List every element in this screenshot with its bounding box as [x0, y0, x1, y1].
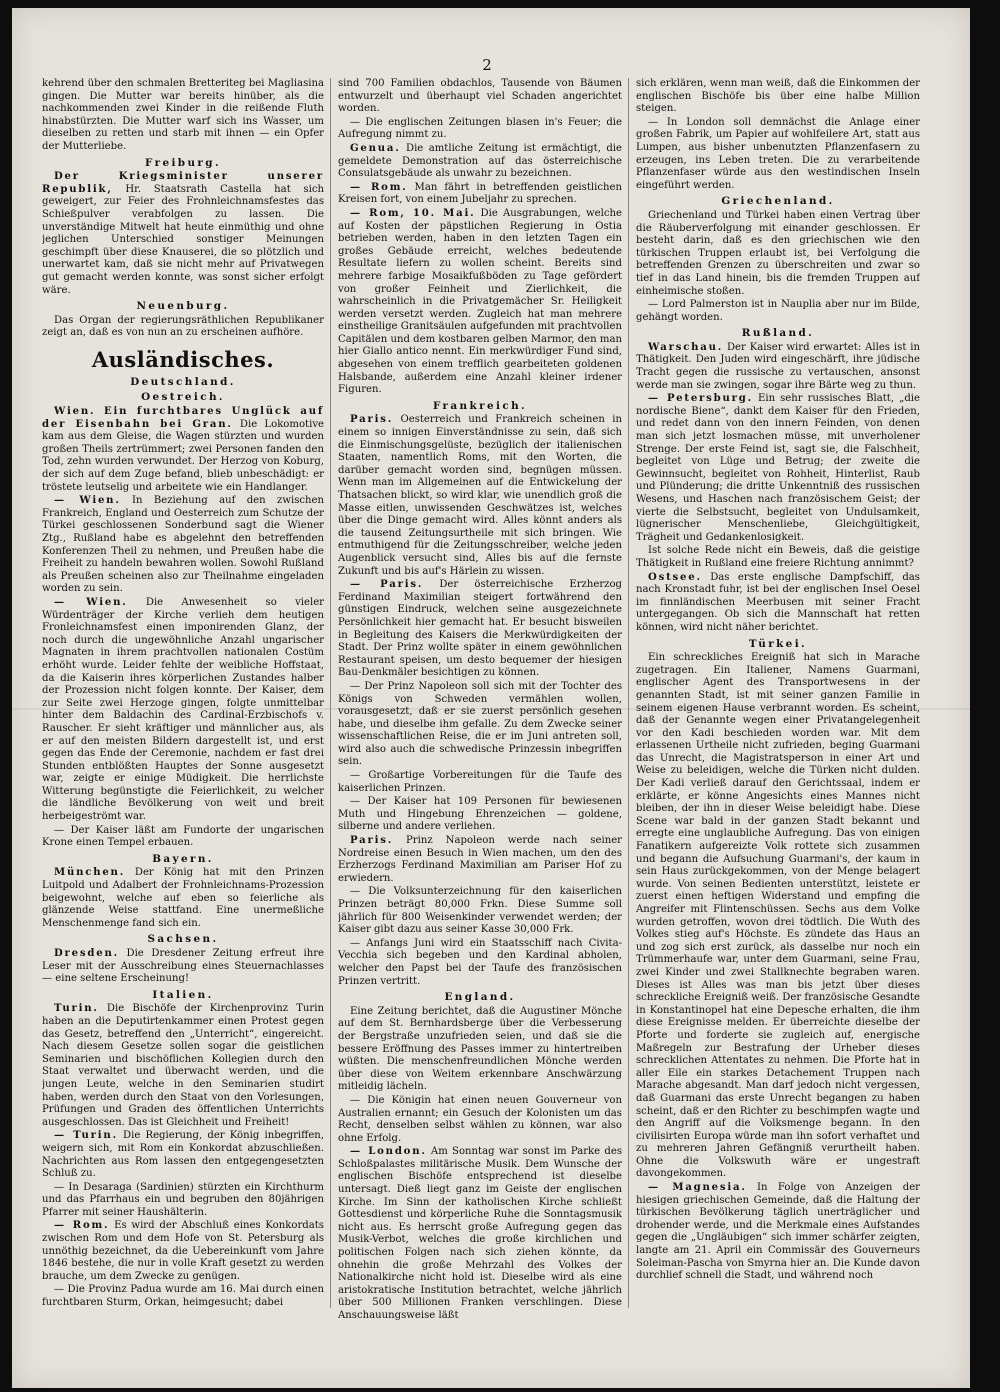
article-text: Griechenland und Türkei haben einen Vertrag über die Räuberverfolgung mit einander geschlossen. Er besteht darin, daß es den griechischen wie den türkischen Truppen erlaubt ist, bei Verfolgung die betreffenden Grenzen zu überschreiten und zwar so tief in das Land hinein, bis die fremden Truppen auf einheimische stoßen.	[636, 209, 920, 297]
article-text: Hr. Staatsrath Castella hat sich geweigert, zur Feier des Frohnleichnamsfestes das Schießpulver verabfolgen zu lassen. Die unverständige Mitwelt hat heute einmüthig und ohne jeglichen Unterschied sonstiger Meinungen geschimpft über diese Knauserei, die so plötzlich und unerwartet kam, daß sie nicht mehr auf Privatwegen gut gemacht werden konnte, was sonst sicher erfolgt wäre.	[42, 183, 324, 296]
article-paragraph	[42, 1003, 324, 1129]
article-paragraph	[42, 1130, 324, 1180]
page-number: 2	[482, 56, 492, 74]
article-text: In Beziehung auf den zwischen Frankreich, England und Oesterreich zum Schutze der Türkei geschlossenen Sonderbund sagt die Wiener Ztg., Rußland habe es abgelehnt den betreffenden Konferenzen Theil zu nehmen, und Preußen habe die Freiheit zu handeln bewahren wollen. Sowohl Rußland als Preußen scheinen also zur Theilnahme eingeladen worden zu sein.	[42, 495, 324, 595]
article-paragraph	[338, 886, 622, 936]
article-paragraph	[338, 579, 622, 680]
article-text: Eine Zeitung berichtet, daß die Augustiner Mönche auf dem St. Bernhardsberge über die Verbesserung der Bergstraße unzufrieden seien, und daß sie die bessere Eröffnung des Passes immer zu hintertreiben wüßten. Die menschenfreundlichen Mönche werden über diese von Weitem erkennbare Anschwärzung mitleidig lächeln.	[338, 1005, 622, 1093]
article-paragraph	[42, 948, 324, 986]
article-paragraph	[338, 681, 622, 769]
article-text: Die amtliche Zeitung ist ermächtigt, die gemeldete Demonstration auf das österreichische Consulatsgebäude als unwahr zu bezeichnen.	[338, 142, 622, 180]
article-text: Die Dresdener Zeitung erfreut ihre Leser mit der Ausschreibung eines Steuernachlasses — eine seltene Erscheinung!	[42, 948, 324, 985]
article-dateline: Paris.	[350, 414, 394, 426]
article-text: — Anfangs Juni wird ein Staatsschiff nach Civita-Vecchia sich begeben und den Kardinal abholen, welcher den Papst bei der Taufe des französischen Prinzen vertritt.	[338, 937, 622, 987]
column-rule	[628, 78, 629, 1308]
article-dateline: Genua.	[350, 142, 401, 154]
article-paragraph	[338, 78, 622, 116]
article-text: Der österreichische Erzherzog Ferdinand Maximilian steigert fortwährend den günstigen Eindruck, welchen seine ausgezeichnete Persönlichkeit hier gemacht hat. Er besucht bisweilen in Begleitung des Kaisers die Merkwürdigkeiten der Stadt. Der Prinz wollte später in einem gewöhnlichen Restaurant speisen, um desto bequemer der hiesigen Bau-Denkmäler besichtigen zu können.	[338, 579, 622, 679]
main-section-title: Ausländisches.	[91, 346, 275, 372]
article-dateline: Wien. Ein furchtbares Unglück auf der Eisenbahn bei Gran.	[42, 406, 324, 430]
article-dateline: — Turin.	[54, 1130, 118, 1142]
article-text: — Der Kaiser hat 109 Personen für bewiesenen Muth und Hingebung Ehrenzeichen — goldene, silberne und andere verliehen.	[338, 796, 622, 833]
article-paragraph	[42, 406, 324, 494]
article-paragraph	[42, 171, 324, 297]
article-paragraph	[338, 182, 622, 207]
article-dateline: — Petersburg.	[648, 393, 753, 405]
article-dateline: Ostsee.	[648, 571, 702, 583]
article-dateline: — London.	[350, 1146, 427, 1158]
section-heading: Oestreich.	[141, 391, 225, 404]
article-text: — Die Provinz Padua wurde am 16. Mai durch einen furchtbaren Sturm, Orkan, heimgesucht; dabei	[42, 1284, 324, 1309]
section-heading: Griechenland.	[721, 195, 835, 208]
section-heading: Freiburg.	[144, 156, 221, 169]
article-paragraph	[42, 1284, 324, 1309]
section-heading: Sachsen.	[147, 933, 219, 946]
article-paragraph	[338, 414, 622, 578]
article-text: Die Bischöfe der Kirchenprovinz Turin haben an die Deputirtenkammer einen Protest gegen das Gesetz, betreffend den „Unterricht“, eingereicht. Nach diesem Gesetze sollen sogar die geistlichen Seminarien und bischöflichen Kollegien durch den Staat verwaltet und überwacht werden, und die jungen Leute, welche in den Seminarien studirt haben, werden durch den Staat von den Vorlesungen, Prüfungen und Graden des öffentlichen Unterrichts ausgeschlossen. Das ist Gleichheit und Freiheit!	[42, 1003, 324, 1128]
article-dateline: — Magnesia.	[648, 1182, 747, 1194]
section-heading: Rußland.	[741, 327, 815, 340]
article-text: — Die englischen Zeitungen blasen in's Feuer; die Aufregung nimmt zu.	[338, 116, 622, 141]
article-text: kehrend über den schmalen Bretteriteg bei Magliasina gingen. Die Mutter war bereits hinüber, als die nachkommenden zwei Kinder in die reißende Fluth hinabstürzten. Die Mutter warf sich ins Wasser, um dieselben zu retten und starb mit ihnen — ein Opfer der Mutterliebe.	[42, 78, 324, 152]
article-paragraph	[338, 796, 622, 834]
article-text: sind 700 Familien obdachlos, Tausende von Bäumen entwurzelt und überhaupt viel Schaden angerichtet worden.	[338, 78, 622, 115]
article-paragraph	[42, 78, 324, 154]
article-paragraph	[338, 208, 622, 397]
article-paragraph	[636, 299, 920, 324]
article-text: Das Organ der regierungsräthlichen Republikaner zeigt an, daß es von nun an zu erscheinen aufhöre.	[42, 314, 324, 339]
section-heading: Bayern.	[152, 852, 214, 865]
article-text: Ein sehr russisches Blatt, „die nordische Biene“, dankt dem Kaiser für den Frieden, und redet dann von den innern Feinden, von denen man sich jetzt losmachen müsse, mit unverholener Strenge. Der erste Feind ist, sagt sie, die Falschheit, begleitet von Lüge und Betrug; der zweite die Gewinnsucht, begleitet von Rohheit, Hinterlist, Raub und Plünderung; die dritte Unkenntniß des russischen Wesens, und Haschen nach französischem Geist; der vierte die Selbstsucht, begleitet von Undulsamkeit, lügnerischer Menschenliebe, Gleichgültigkeit, Trägheit und Gedankenlosigkeit.	[636, 393, 920, 543]
article-paragraph	[42, 495, 324, 596]
article-dateline: Dresden.	[54, 948, 119, 959]
article-text: Ein schreckliches Ereigniß hat sich in Marache zugetragen. Ein Italiener, Namens Guarmani, englischer Agent des Transportwesens in der genannten Stadt, ist mit seiner ganzen Familie in seinem eigenen Hause verbrannt worden. Es scheint, daß der Genannte wegen einer Privatangelegenheit vor den Kadi beschieden worden war. Mit dem erlassenen Urtheile nicht zufrieden, beging Guarmani das Unrecht, die Magistratsperson in einer Art und Weise zu beleidigen, welche die Türken nicht dulden. Der Kadi verließ darauf den Gerichtssaal, indem er erklärte, er könne Angesichts eines Mannes nicht bleiben, der ihn in dieser Weise beleidigt habe. Diese Scene war bald in der ganzen Stadt bekannt und erregte eine unglaubliche Aufregung. Das von einigen Fanatikern aufgereizte Volk rottete sich zusammen und begann die Aufsuchung Guarmani's, der kaum in sein Haus zurückgekommen, von der Menge belagert wurde. Von seinen Bedienten unterstützt, leistete er zuerst einen heftigen Widerstand und empfing die Angreifer mit Flintenschüssen. Sechs aus dem Volke wurden getroffen, wovon drei tödtlich. Die Wuth des Volkes stieg auf's Höchste. Es zündete das Haus an und zog sich erst zurück, als dasselbe nur noch ein Trümmerhaufe war, unter dem Guarmani, seine Frau, zwei Kinder und zwei Stallknechte begraben waren. Dieses ist Alles was man bis jetzt über dieses schreckliche Ereigniß weiß. Der französische Gesandte in Konstantinopel hat eine Depesche erhalten, die ihm diese Ereignisse melden. Er überreichte dieselbe der Pforte und forderte sie zugleich auf, energische Maßregeln zur Bestrafung der Urheber dieses schrecklichen Attentates zu nehmen. Die Pforte hat in aller Eile ein starkes Detachement Truppen nach Marache abgesandt. Man darf jedoch nicht vergessen, daß Guarmani das erste Unrecht begangen zu haben scheint, daß er den Richter zu beschimpfen wagte und den Angriff auf die Volksmenge begann. In den civilisirten Europa würde man ihn sofort verhaftet und zu mehreren Jahren Gefängniß verurtheilt haben. Ohne die Volkswuth wäre er ungestraft davongekommen.	[636, 652, 920, 1180]
article-dateline: — Rom, 10. Mai.	[350, 207, 476, 219]
article-text: Der König hat mit den Prinzen Luitpold und Adalbert der Frohnleichnams-Prozession beigewohnt, welche auf eben so feierliche als glänzende Weise stattfand. Eine unermeßliche Menschenmenge fand sich ein.	[42, 867, 324, 929]
article-text: — Die Königin hat einen neuen Gouverneur von Australien ernannt; ein Gesuch der Kolonisten um das Recht, denselben selbst wählen zu können, war also ohne Erfolg.	[338, 1094, 622, 1144]
article-paragraph	[636, 117, 920, 193]
article-paragraph	[636, 210, 920, 298]
article-text: Die Anwesenheit so vieler Würdenträger der Kirche verlieh dem heutigen Fronleichnamsfest einen imponirenden Glanz, der noch durch die ungewöhnliche Anzahl ungarischer Magnaten in ihrem prachtvollen nationalen Costüm erhöht wurde. Leider fehlte der weibliche Hoffstaat, da die Kaiserin ihres körperlichen Zustandes halber der Prozession nicht folgen konnte. Der Kaiser, dem zur Seite zwei Herzoge gingen, folgte unmittelbar hinter dem Baldachin des Cardinal-Erzbischofs v. Rauscher. Er sieht kräftiger und männlicher aus, als er auf den meisten Bildern dargestellt ist, und erst gegen das Ende der Ceremonie, nachdem er fast drei Stunden entblößten Hauptes der Sonne ausgesetzt war, zeigte er einige Müdigkeit. Die herrlichste Witterung begünstigte die Feierlichkeit, zu welcher die ländliche Bevölkerung von weit und breit herbeigeströmt war.	[42, 596, 324, 823]
article-paragraph	[42, 1182, 324, 1220]
article-text: — Der Prinz Napoleon soll sich mit der Tochter des Königs von Schweden vermählen wollen, vorausgesetzt, daß er sie zuerst persönlich gesehen habe, und dieselbe ihm gefalle. Zu dem Zwecke seiner wissenschaftlichen Reise, die er im Juni antreten soll, wird also auch die schwedische Prinzessin inbegriffen sein.	[338, 680, 622, 768]
section-heading: England.	[444, 991, 516, 1004]
article-paragraph	[42, 315, 324, 340]
article-paragraph	[42, 867, 324, 930]
article-text: Die Ausgrabungen, welche auf Kosten der päpstlichen Regierung in Ostia betrieben werden, haben in den letzten Tagen ein großes Gebäude erreicht, welches bedeutende Resultate liefern zu wollen scheint. Bereits sind mehrere farbige Mosaikfußböden zu Tage gefördert von großer Feinheit und Zierlichkeit, die wahrscheinlich in die Privatgemächer Sr. Heiligkeit werden versetzt werden. Zugleich hat man mehrere einstheilige Granitsäulen aufgefunden mit prachtvollen Capitälen und dem kostbaren gelben Marmor, den man hier Giallo antico nennt. Ein merkwürdiger Fund sind, abgesehen von einem trefflich gearbeiteten goldenen Halsbande, außerdem eine Anzahl kleiner irdener Figuren.	[338, 207, 622, 396]
article-paragraph	[338, 1006, 622, 1094]
column-3	[636, 78, 920, 1358]
article-text: Der Kaiser wird erwartet: Alles ist in Thätigkeit. Den Juden wird eingeschärft, ihre jüdische Tracht gegen die russische zu vertauschen, ansonst werde man sie zwingen, sogar ihre Bärte weg zu thun.	[636, 341, 920, 391]
article-text: — Der Kaiser läßt am Fundorte der ungarischen Krone einen Tempel erbauen.	[42, 824, 324, 849]
article-dateline: Turin.	[54, 1003, 99, 1015]
article-paragraph	[636, 342, 920, 392]
article-paragraph	[338, 835, 622, 885]
article-text: Am Sonntag war sonst im Parke des Schloßpalastes militärische Musik. Dem Wunsche der englischen Bischöfe entsprechend ist dieselbe untersagt. Dieß liegt ganz im Geiste der englischen Kirche. Im Sinn der katholischen Kirche schließt Gottesdienst und körperliche Ruhe die Sonntagsmusik nicht aus. Es herrscht große Aufregung gegen das Musik-Verbot, welches die große kirchlichen und politischen Folgen nach sich ziehen könnte, da ohnehin die große Mehrzahl des Volkes der Nationalkirche nicht hold ist. Dieselbe wird als eine aristokratische Institution betrachtet, welche jährlich über 500 Millionen Franken verschlingen. Diese Anschauungsweise läßt	[338, 1146, 622, 1321]
article-text: Ist solche Rede nicht ein Beweis, daß die geistige Thätigkeit in Rußland eine freiere Richtung annimmt?	[636, 545, 920, 569]
article-text: — Die Volksunterzeichnung für den kaiserlichen Prinzen beträgt 80,000 Frkn. Diese Summe soll jährlich für 800 Weisenkinder verwendet werden; der Kaiser gibt dazu aus seiner Kasse 30,000 Frk.	[338, 886, 622, 936]
article-text: — Großartige Vorbereitungen für die Taufe des kaiserlichen Prinzen.	[338, 770, 622, 794]
article-paragraph	[636, 652, 920, 1181]
section-heading: Neuenburg.	[136, 300, 230, 313]
article-text: In Folge von Anzeigen der hiesigen griechischen Gemeinde, daß die Haltung der türkischen Bevölkerung täglich unerträglicher und drohender werde, und die Merkmale eines Aufstandes gegen die „Ungläubigen“ sich immer schärfer zeigten, langte am 21. April ein Commissär des Gouverneurs Soleiman-Pascha von Smyrna hier an. Die Kunde davon durchlief schnell die Stadt, und während noch	[636, 1182, 920, 1282]
article-paragraph	[338, 1095, 622, 1145]
article-dateline: Der Kriegsminister unserer Republik,	[42, 171, 324, 195]
article-dateline: — Rom.	[54, 1220, 110, 1232]
article-paragraph	[338, 770, 622, 795]
article-dateline: Warschau.	[648, 341, 724, 353]
article-dateline: — Wien.	[54, 596, 128, 608]
section-heading: Italien.	[152, 988, 214, 1001]
article-paragraph	[42, 597, 324, 824]
article-paragraph	[338, 117, 622, 142]
article-text: — Lord Palmerston ist in Nauplia aber nur im Bilde, gehängt worden.	[636, 299, 920, 323]
article-paragraph	[636, 1182, 920, 1283]
article-text: Prinz Napoleon werde nach seiner Nordreise einen Besuch in Wien machen, um den des Erzherzogs Ferdinand Maximilian am Pariser Hof zu erwiedern.	[338, 835, 622, 884]
article-text: Es wird der Abschluß eines Konkordats zwischen Rom und dem Hofe von St. Petersburg als unnöthig bezeichnet, da die Uebereinkunft vom Jahre 1846 bestehe, die nur in volle Kraft gesetzt zu werden brauche, um dem Zwecke zu genügen.	[42, 1220, 324, 1282]
column-1	[42, 78, 324, 1358]
article-text: Die Regierung, der König inbegriffen, weigern sich, mit Rom ein Konkordat abzuschließen. Nachrichten aus Rom lassen den entgegengesetzten Schluß zu.	[42, 1130, 324, 1180]
article-paragraph	[636, 572, 920, 635]
article-text: sich erklären, wenn man weiß, daß die Einkommen der englischen Bischöfe bis über eine halbe Million steigen.	[636, 78, 920, 115]
article-paragraph	[636, 78, 920, 116]
article-dateline: München.	[54, 867, 126, 879]
article-text: Oesterreich und Frankreich scheinen in einem so innigen Einverständnisse zu sein, daß sich die Einmischungsgelüste, bezüglich der italienischen Staaten, namentlich Roms, mit den Worten, die darüber gemacht worden sind, begnügen müssen. Wenn man im Allgemeinen auf die Entwickelung der Thatsachen blickt, so wird klar, wie unendlich groß die Masse eitlen, unwissenden Geschwätzes ist, welches über die Dinge gemacht wird. Alles könnt anders als die tausend Zeitungsurtheile mit sich bringen. Wie entmuthigend für die Zeitungsschreiber, welche jeden Augenblick versucht sind, Alles bis auf die fernste Zukunft und bis auf's Härlein zu wissen.	[338, 414, 622, 577]
article-dateline: — Wien.	[54, 495, 121, 507]
article-dateline: — Rom.	[350, 181, 408, 193]
article-paragraph	[338, 143, 622, 181]
article-text: — In Desaraga (Sardinien) stürzten ein Kirchthurm und das Pfarrhaus ein und begruben den 80jährigen Pfarrer mit seiner Haushälterin.	[42, 1181, 324, 1218]
column-rule	[330, 78, 331, 1308]
section-heading: Türkei.	[748, 637, 808, 650]
article-paragraph	[42, 1220, 324, 1283]
article-paragraph	[42, 825, 324, 850]
section-heading: Frankreich.	[432, 399, 528, 412]
article-text: Das erste englische Dampfschiff, das nach Kronstadt fuhr, ist bei der englischen Insel Oesel im finnländischen Meerbusen mit seiner Fracht untergegangen. Ob sich die Mannschaft hat retten können, wird nicht näher berichtet.	[636, 571, 920, 633]
article-paragraph	[636, 545, 920, 570]
article-paragraph	[338, 1146, 622, 1322]
article-dateline: — Paris.	[350, 579, 424, 591]
section-heading: Deutschland.	[130, 375, 236, 388]
column-2	[338, 78, 622, 1358]
article-dateline: Paris.	[350, 835, 394, 847]
article-paragraph	[338, 938, 622, 988]
newspaper-page	[12, 8, 970, 1388]
article-paragraph	[636, 393, 920, 544]
article-text: Man fährt in betreffenden geistlichen Kreisen fort, von einem Jubeljahr zu sprechen.	[338, 181, 622, 206]
article-text: Die Lokomotive kam aus dem Gleise, die Wagen stürzten und wurden großen Theils zertrümmert; zwei Personen fanden den Tod, zehn wurden verwundet. Der Herzog von Koburg, der sich auf dem Zuge befand, blieb unbeschädigt: er tröstete leutselig und arbeitete wie ein Handlanger.	[42, 418, 324, 493]
article-text: — In London soll demnächst die Anlage einer großen Fabrik, um Papier auf wohlfeilere Art, statt aus Lumpen, aus bisher unbenutzten Pflanzenfasern zu erzeugen, ins Leben treten. Die zu verarbeitende Pflanzenfaser würde aus den westindischen Inseln eingeführt werden.	[636, 116, 920, 191]
